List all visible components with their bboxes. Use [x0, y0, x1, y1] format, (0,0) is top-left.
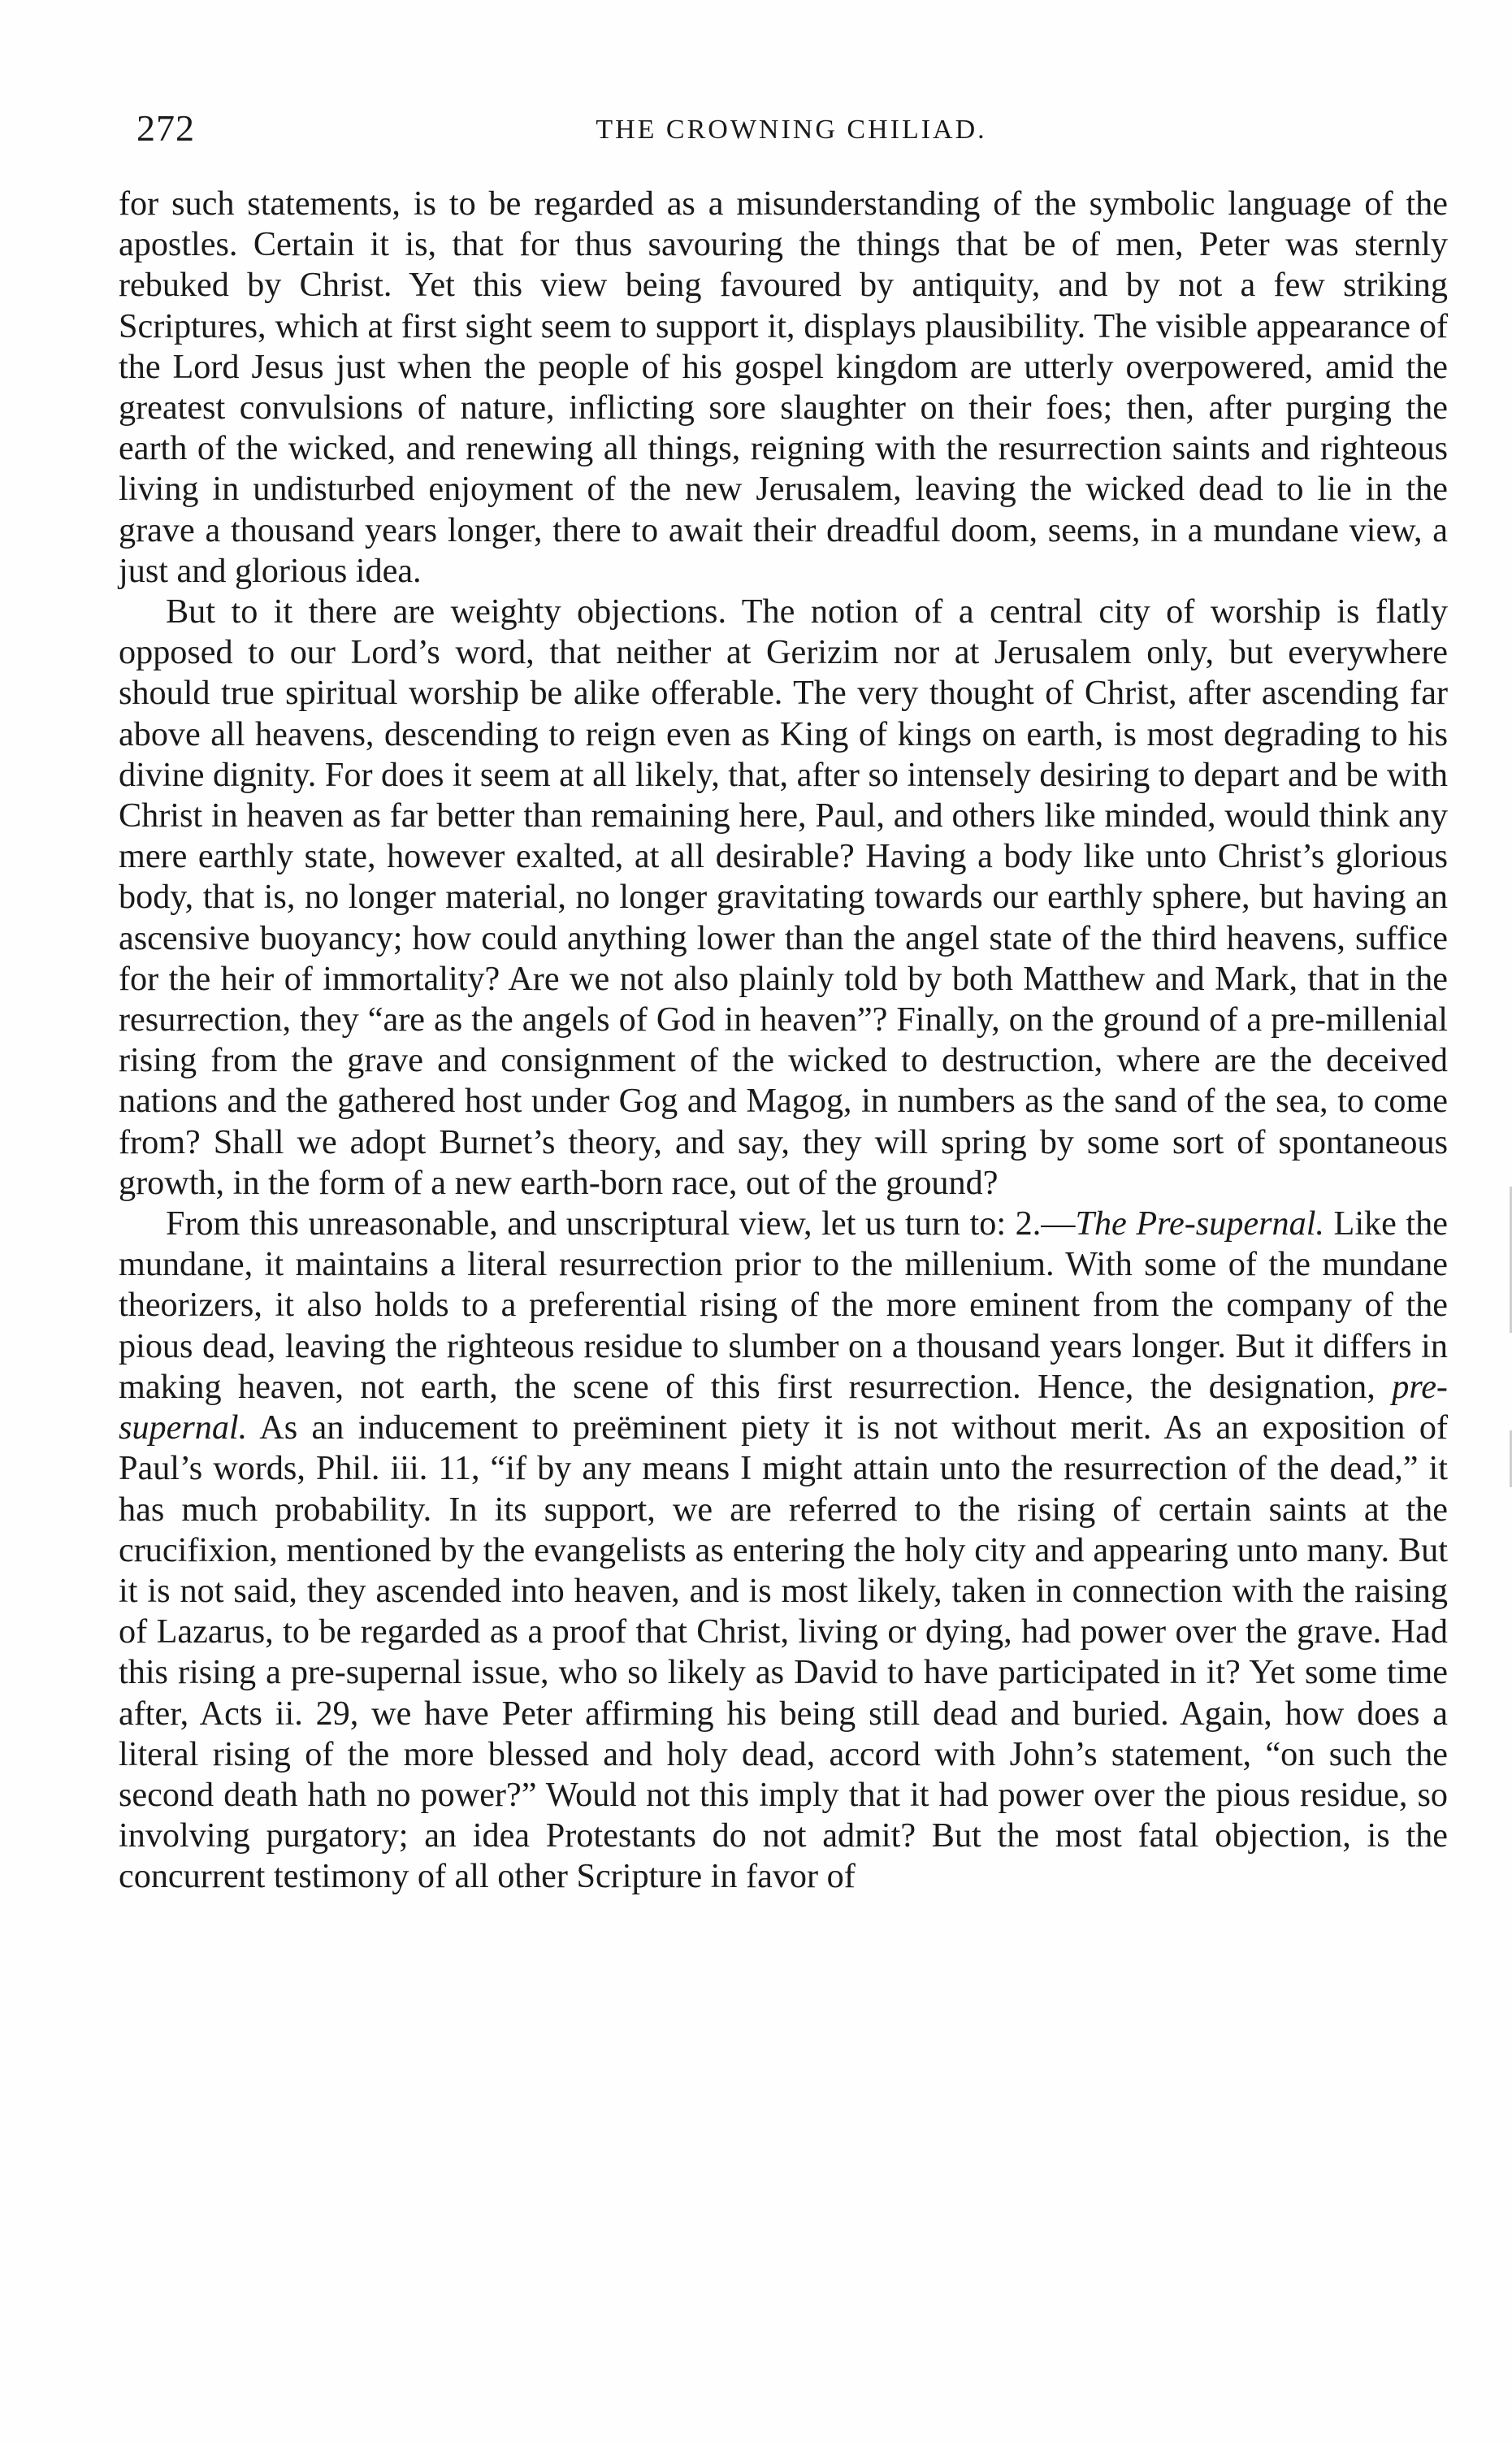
paragraph-3	[119, 1204, 1448, 1897]
text-run: From this unreasonable, and unscriptural view, let us turn to: 2.—	[166, 1204, 1076, 1243]
text-run: But to it there are weighty objections. The notion of a central city of worship is flatly opposed to our Lord’s word, that neither at Gerizim nor at Jerusalem only, but everywhere should true spiritual worship be alike offerable. The very thought of Christ, after ascending far above all heavens, descending to reign even as King of kings on earth, is most degrading to his divine dignity. For does it seem at all likely, that, after so intensely desiring to depart and be with Christ in heaven as far better than remaining here, Paul, and others like minded, would think any mere earthly state, however exalted, at all desirable? Having a body like unto Christ’s glorious body, that is, no longer material, no longer gravitating towards our earthly sphere, but having an ascensive buoyancy; how could anything lower than the angel state of the third heavens, suffice for the heir of immortality? Are we not also plainly told by both Matthew and Mark, that in the resurrection, they “are as the angels of God in heaven”? Finally, on the ground of a pre-millenial rising from the grave and consignment of the wicked to destruction, where are the deceived nations and the gathered host under Gog and Magog, in numbers as the sand of the sea, to come from? Shall we adopt Burnet’s theory, and say, they will spring by some sort of spontaneous growth, in the form of a new earth-born race, out of the ground?	[119, 592, 1448, 1202]
paragraph-2	[119, 592, 1448, 1204]
text-run: for such statements, is to be regarded as a misunderstanding of the symbolic language of the apostles. Certain it is, that for thus savouring the things that be of men, Peter was sternly rebuked by Christ. Yet this view being favoured by antiquity, and by not a few striking Scriptures, which at first sight seem to support it, displays plausibility. The visible appearance of the Lord Jesus just when the people of his gospel kingdom are utterly overpowered, amid the greatest convulsions of nature, inflicting sore slaughter on their foes; then, after purging the earth of the wicked, and renewing all things, reigning with the resurrection saints and righteous living in undisturbed enjoyment of the new Jerusalem, leaving the wicked dead to lie in the grave a thousand years longer, there to await their dreadful doom, seems, in a mundane view, a just and glorious idea.	[119, 184, 1448, 590]
italic-phrase: pre-supernal.	[119, 1367, 1448, 1447]
paragraph-1	[119, 184, 1448, 592]
text-run: As an inducement to preëminent piety it is not without merit. As an exposition of Paul’s words, Phil. iii. 11, “if by any means I might attain unto the resurrection of the dead,” it has much probability. In its support, we are referred to the rising of certain saints at the crucifixion, mentioned by the evangelists as entering the holy city and appearing unto many. But it is not said, they ascended into heaven, and is most likely, taken in connection with the raising of Lazarus, to be regarded as a proof that Christ, living or dying, had power over the grave. Had this rising a pre-supernal issue, who so likely as David to have participated in it? Yet some time after, Acts ii. 29, we have Peter affirming his being still dead and buried. Again, how does a literal rising of the more blessed and holy dead, accord with John’s statement, “on such the second death hath no power?” Would not this imply that it had power over the pious residue, so involving purgatory; an idea Protestants do not admit? But the most fatal objection, is the concurrent testimony of all other Scripture in favor of	[119, 1408, 1448, 1896]
page-header	[136, 104, 1446, 153]
running-title: THE CROWNING CHILIAD.	[596, 115, 987, 145]
page-number: 272	[136, 107, 195, 149]
body-text	[119, 184, 1448, 1898]
text-run: Like the mundane, it maintains a literal resurrection prior to the millenium. With some of the mundane theorizers, it also holds to a preferential rising of the more eminent from the company of the pious dead, leaving the righteous residue to slumber on a thousand years longer. But it differs in making heaven, not earth, the scene of this first resurrection. Hence, the designation,	[119, 1204, 1448, 1406]
italic-phrase: The Pre-supernal.	[1075, 1204, 1324, 1243]
